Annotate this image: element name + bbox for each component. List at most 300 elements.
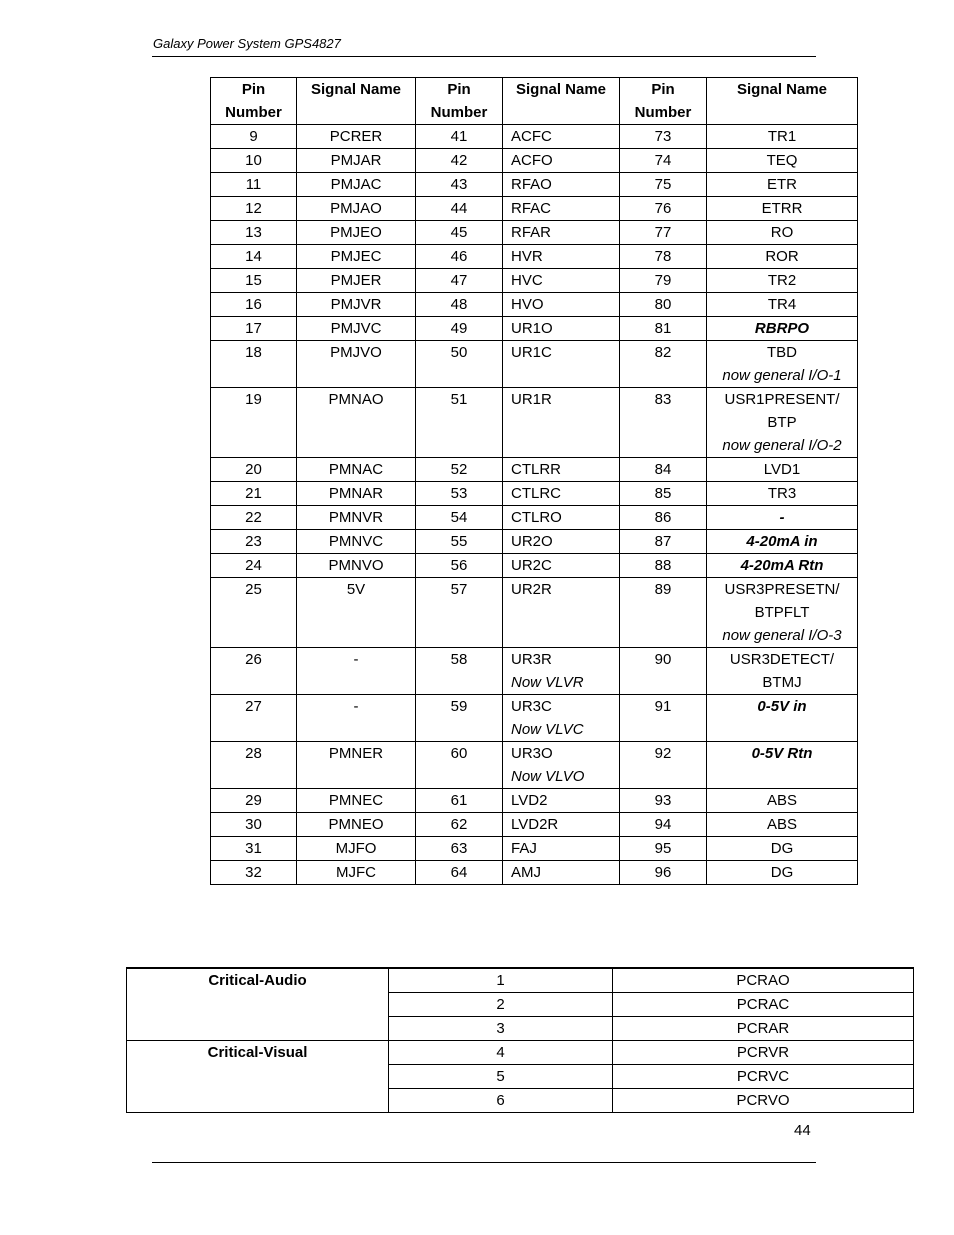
signal-name-cell [503, 245, 620, 269]
cell-value: PMNEC [328, 792, 384, 809]
cell-value: TR3 [767, 485, 797, 502]
cell-value: CTLRR [511, 461, 562, 478]
table-row [211, 837, 858, 861]
critical-table-body [127, 968, 914, 1113]
signal-name-cell [503, 789, 620, 813]
cell-value: 32 [245, 864, 262, 881]
signal-name-cell [707, 149, 858, 173]
table-row [211, 789, 858, 813]
pin-number-cell [620, 578, 707, 648]
cell-value: PMJAR [330, 152, 382, 169]
cell-value: 47 [450, 272, 468, 289]
cell-value: 56 [450, 557, 468, 574]
pin-number-cell [211, 317, 297, 341]
signal-name-cell [297, 861, 416, 885]
cell-value: TR4 [767, 296, 797, 313]
cell-value: CTLRO [511, 509, 562, 526]
pin-number-cell [416, 506, 503, 530]
pin-number-cell [416, 173, 503, 197]
table-row [211, 648, 858, 695]
table-row [211, 341, 858, 388]
cell-value: PMNVC [328, 533, 384, 550]
cell-note: now general I/O-3 [722, 627, 842, 644]
cell-value: HVR [511, 248, 543, 265]
pin-number-cell [416, 269, 503, 293]
pin-number-cell [211, 173, 297, 197]
cell-value: - [353, 698, 359, 715]
pin-number-cell: 2 [389, 993, 613, 1017]
signal-name-cell: PCRAR [613, 1017, 914, 1041]
cell-value: UR1C [511, 344, 552, 361]
signal-name-cell [503, 837, 620, 861]
pin-number-cell: 6 [389, 1089, 613, 1113]
signal-name-cell [297, 554, 416, 578]
table-row [211, 269, 858, 293]
cell-value: 93 [654, 792, 672, 809]
signal-name-cell [503, 293, 620, 317]
cell-value: 54 [450, 509, 468, 526]
cell-value: 85 [654, 485, 672, 502]
pin-number-cell [620, 813, 707, 837]
cell-value: PCRER [329, 128, 383, 145]
pin-number-cell [416, 125, 503, 149]
signal-name-cell [707, 245, 858, 269]
signal-name-cell [297, 837, 416, 861]
cell-value: 77 [654, 224, 672, 241]
column-header: Pin Number [416, 78, 503, 125]
signal-name-cell [503, 269, 620, 293]
cell-value: 79 [654, 272, 672, 289]
cell-value: 51 [450, 391, 468, 408]
signal-name-cell [297, 695, 416, 742]
cell-value: 61 [450, 792, 468, 809]
signal-name-cell [707, 554, 858, 578]
pin-number-cell [416, 861, 503, 885]
pin-number-cell [211, 648, 297, 695]
cell-value: 75 [654, 176, 672, 193]
cell-value: UR2C [511, 557, 552, 574]
pin-number-cell [211, 506, 297, 530]
pin-number-cell [416, 578, 503, 648]
table-row [211, 482, 858, 506]
cell-value: 58 [450, 651, 468, 668]
table-row [211, 293, 858, 317]
cell-value: 18 [245, 344, 262, 361]
page-number: 44 [794, 1122, 811, 1139]
signal-name-cell [707, 341, 858, 388]
cell-value: 78 [654, 248, 672, 265]
cell-value: 87 [654, 533, 672, 550]
cell-value: 43 [450, 176, 468, 193]
cell-value: UR3C [511, 698, 552, 715]
cell-value: 23 [245, 533, 262, 550]
signal-name-cell [503, 149, 620, 173]
cell-value: 49 [450, 320, 468, 337]
cell-value: 88 [654, 557, 672, 574]
table-row [211, 458, 858, 482]
signal-name-cell [297, 458, 416, 482]
table-row [127, 1041, 914, 1065]
pin-assignment-table [210, 77, 858, 885]
pin-number-cell [211, 221, 297, 245]
cell-value: 57 [450, 581, 468, 598]
cell-value: 21 [245, 485, 262, 502]
pin-number-cell [620, 221, 707, 245]
group-label: Critical-Audio [127, 968, 389, 1041]
cell-value: 28 [245, 745, 262, 762]
pin-number-cell [211, 458, 297, 482]
cell-value: 80 [654, 296, 672, 313]
cell-value: ETRR [761, 200, 803, 217]
signal-name-cell: PCRAO [613, 968, 914, 993]
signal-name-cell [707, 482, 858, 506]
cell-value: 17 [245, 320, 262, 337]
signal-name-cell [297, 149, 416, 173]
pin-number-cell [211, 695, 297, 742]
pin-number-cell [416, 789, 503, 813]
table-row [211, 125, 858, 149]
cell-value: 50 [450, 344, 468, 361]
pin-number-cell [211, 482, 297, 506]
pin-number-cell [211, 578, 297, 648]
signal-name-cell [503, 317, 620, 341]
cell-value: PMNVO [328, 557, 384, 574]
table-row [211, 245, 858, 269]
signal-name-cell [503, 221, 620, 245]
cell-value: PMNER [328, 745, 384, 762]
pin-number-cell [211, 789, 297, 813]
pin-number-cell [620, 695, 707, 742]
table-row [211, 506, 858, 530]
signal-name-cell [297, 341, 416, 388]
cell-value: USR1PRESENT/ BTP [724, 391, 840, 431]
pin-number-cell [211, 149, 297, 173]
signal-name-cell [503, 742, 620, 789]
table-row [211, 861, 858, 885]
signal-name-cell [297, 245, 416, 269]
cell-value: PMNVR [328, 509, 384, 526]
cell-value: 81 [654, 320, 672, 337]
pin-number-cell [416, 554, 503, 578]
pin-number-cell [416, 482, 503, 506]
table-row [211, 530, 858, 554]
signal-name-cell [707, 269, 858, 293]
cell-value: 94 [654, 816, 672, 833]
cell-value: 16 [245, 296, 262, 313]
signal-name-cell [707, 578, 858, 648]
cell-value: RO [770, 224, 794, 241]
pin-number-cell [211, 197, 297, 221]
pin-number-cell [620, 317, 707, 341]
column-header: Pin Number [620, 78, 707, 125]
pin-table-body [211, 125, 858, 885]
cell-value: RBRPO [754, 320, 810, 337]
pin-number-cell [211, 388, 297, 458]
signal-name-cell [707, 458, 858, 482]
cell-value: PMJVC [330, 320, 382, 337]
signal-name-cell [297, 173, 416, 197]
pin-number-cell [211, 245, 297, 269]
cell-value: - [779, 509, 785, 526]
signal-name-cell [297, 388, 416, 458]
table-row [211, 388, 858, 458]
cell-value: 29 [245, 792, 262, 809]
cell-value: PMNAR [328, 485, 384, 502]
cell-value: 4-20mA Rtn [740, 557, 824, 574]
signal-name-cell [707, 388, 858, 458]
header-rule [152, 56, 816, 57]
cell-value: 9 [249, 128, 258, 145]
column-header: Signal Name [707, 78, 858, 125]
pin-number-cell [620, 861, 707, 885]
cell-value: UR3O [511, 745, 553, 762]
signal-name-cell [297, 506, 416, 530]
cell-value: LVD2R [511, 816, 559, 833]
cell-value: 86 [654, 509, 672, 526]
table-row [211, 173, 858, 197]
cell-value: 92 [654, 745, 672, 762]
cell-value: TEQ [766, 152, 798, 169]
column-header: Signal Name [297, 78, 416, 125]
signal-name-cell [297, 578, 416, 648]
pin-number-cell [620, 506, 707, 530]
cell-value: 48 [450, 296, 468, 313]
cell-note: now general I/O-2 [722, 437, 842, 454]
pin-number-cell [620, 388, 707, 458]
pin-number-cell [416, 648, 503, 695]
cell-value: 45 [450, 224, 468, 241]
signal-name-cell [297, 813, 416, 837]
cell-value: 82 [654, 344, 672, 361]
pin-number-cell [620, 837, 707, 861]
pin-number-cell [416, 837, 503, 861]
cell-value: 76 [654, 200, 672, 217]
signal-name-cell [503, 530, 620, 554]
table-row [211, 149, 858, 173]
pin-number-cell [416, 695, 503, 742]
pin-number-cell [416, 388, 503, 458]
signal-name-cell [297, 269, 416, 293]
signal-name-cell [503, 861, 620, 885]
cell-value: HVC [511, 272, 543, 289]
cell-note: Now VLVR [511, 674, 584, 691]
signal-name-cell [707, 125, 858, 149]
signal-name-cell [503, 482, 620, 506]
cell-value: ETR [767, 176, 797, 193]
pin-number-cell [416, 530, 503, 554]
signal-name-cell [297, 293, 416, 317]
signal-name-cell [707, 221, 858, 245]
critical-alarm-table [126, 967, 914, 1113]
cell-value: USR3PRESETN/ BTPFLT [724, 581, 840, 621]
cell-value: 55 [450, 533, 468, 550]
cell-value: 84 [654, 461, 672, 478]
column-header: Signal Name [503, 78, 620, 125]
cell-value: 4-20mA in [746, 533, 818, 550]
cell-value: ABS [766, 816, 797, 833]
cell-note: Now VLVO [511, 768, 585, 785]
pin-number-cell [620, 789, 707, 813]
cell-value: 0-5V Rtn [751, 745, 813, 762]
cell-value: 13 [245, 224, 262, 241]
table-row [211, 742, 858, 789]
cell-value: UR3R [511, 651, 552, 668]
pin-number-cell [620, 125, 707, 149]
cell-value: LVD1 [763, 461, 801, 478]
cell-value: RFAO [511, 176, 552, 193]
signal-name-cell [707, 293, 858, 317]
pin-number-cell: 5 [389, 1065, 613, 1089]
signal-name-cell [297, 530, 416, 554]
signal-name-cell [707, 506, 858, 530]
signal-name-cell [707, 789, 858, 813]
cell-value: PMJVR [330, 296, 382, 313]
signal-name-cell [503, 173, 620, 197]
pin-number-cell [620, 530, 707, 554]
table-row [211, 221, 858, 245]
table-row [211, 813, 858, 837]
pin-number-cell: 3 [389, 1017, 613, 1041]
signal-name-cell [503, 578, 620, 648]
cell-value: UR1O [511, 320, 553, 337]
signal-name-cell [707, 695, 858, 742]
cell-note: now general I/O-1 [722, 367, 842, 384]
signal-name-cell [503, 458, 620, 482]
cell-value: 42 [450, 152, 468, 169]
pin-number-cell [620, 458, 707, 482]
pin-number-cell [211, 125, 297, 149]
table-row [211, 197, 858, 221]
pin-number-cell [620, 482, 707, 506]
cell-value: 62 [450, 816, 468, 833]
cell-value: DG [770, 840, 794, 857]
pin-number-cell [211, 269, 297, 293]
cell-value: 89 [654, 581, 672, 598]
cell-value: 59 [450, 698, 468, 715]
signal-name-cell [707, 837, 858, 861]
cell-value: 5V [346, 581, 366, 598]
cell-value: AMJ [511, 864, 541, 881]
signal-name-cell [297, 197, 416, 221]
signal-name-cell [297, 789, 416, 813]
cell-value: 41 [450, 128, 468, 145]
cell-value: MJFO [335, 840, 377, 857]
cell-value: 20 [245, 461, 262, 478]
cell-value: 91 [654, 698, 672, 715]
cell-value: FAJ [511, 840, 537, 857]
pin-number-cell [620, 648, 707, 695]
table-row [211, 317, 858, 341]
signal-name-cell [707, 742, 858, 789]
cell-value: 52 [450, 461, 468, 478]
signal-name-cell [503, 695, 620, 742]
signal-name-cell: PCRVC [613, 1065, 914, 1089]
cell-value: 44 [450, 200, 468, 217]
table-row [127, 968, 914, 993]
cell-value: 46 [450, 248, 468, 265]
cell-value: ACFO [511, 152, 553, 169]
pin-number-cell: 4 [389, 1041, 613, 1065]
signal-name-cell [503, 813, 620, 837]
table-row [211, 554, 858, 578]
signal-name-cell [707, 173, 858, 197]
pin-number-cell [620, 245, 707, 269]
signal-name-cell: PCRVR [613, 1041, 914, 1065]
pin-number-cell [416, 742, 503, 789]
cell-value: 95 [654, 840, 672, 857]
signal-name-cell [503, 125, 620, 149]
cell-value: PMJER [330, 272, 382, 289]
pin-number-cell [211, 341, 297, 388]
pin-number-cell [416, 149, 503, 173]
table-row [211, 578, 858, 648]
cell-value: 14 [245, 248, 262, 265]
cell-value: 19 [245, 391, 262, 408]
cell-value: PMJVO [330, 344, 382, 361]
pin-number-cell [211, 554, 297, 578]
cell-value: USR3DETECT/ BTMJ [729, 651, 835, 691]
pin-number-cell [620, 173, 707, 197]
document-header: Galaxy Power System GPS4827 [153, 36, 341, 51]
signal-name-cell [503, 388, 620, 458]
cell-value: 90 [654, 651, 672, 668]
signal-name-cell [503, 341, 620, 388]
cell-value: TBD [767, 344, 797, 361]
cell-value: RFAR [511, 224, 552, 241]
cell-value: HVO [511, 296, 544, 313]
pin-number-cell [211, 837, 297, 861]
pin-table-header-row [211, 78, 858, 125]
signal-name-cell [707, 861, 858, 885]
cell-value: DG [770, 864, 794, 881]
pin-number-cell [416, 221, 503, 245]
cell-value: PMNEO [328, 816, 384, 833]
pin-number-cell [620, 341, 707, 388]
cell-value: TR2 [767, 272, 797, 289]
cell-value: PMJAC [330, 176, 382, 193]
pin-number-cell [416, 293, 503, 317]
pin-number-cell [620, 269, 707, 293]
pin-number-cell [211, 742, 297, 789]
signal-name-cell [297, 125, 416, 149]
cell-value: PMJEO [330, 224, 382, 241]
cell-value: 73 [654, 128, 672, 145]
pin-number-cell [416, 458, 503, 482]
signal-name-cell [503, 648, 620, 695]
signal-name-cell [297, 317, 416, 341]
cell-value: 30 [245, 816, 262, 833]
pin-number-cell [620, 554, 707, 578]
pin-number-cell [620, 293, 707, 317]
cell-value: ACFC [511, 128, 552, 145]
table-row [211, 695, 858, 742]
cell-value: MJFC [336, 864, 376, 881]
pin-number-cell: 1 [389, 968, 613, 993]
cell-value: 74 [654, 152, 672, 169]
cell-value: 22 [245, 509, 262, 526]
cell-value: 83 [654, 391, 672, 408]
cell-value: 24 [245, 557, 262, 574]
cell-value: PMNAO [328, 391, 384, 408]
cell-value: 64 [450, 864, 468, 881]
signal-name-cell [503, 506, 620, 530]
pin-number-cell [416, 197, 503, 221]
signal-name-cell [707, 530, 858, 554]
signal-name-cell [297, 742, 416, 789]
signal-name-cell: PCRVO [613, 1089, 914, 1113]
cell-value: 53 [450, 485, 468, 502]
cell-value: PMNAC [328, 461, 384, 478]
